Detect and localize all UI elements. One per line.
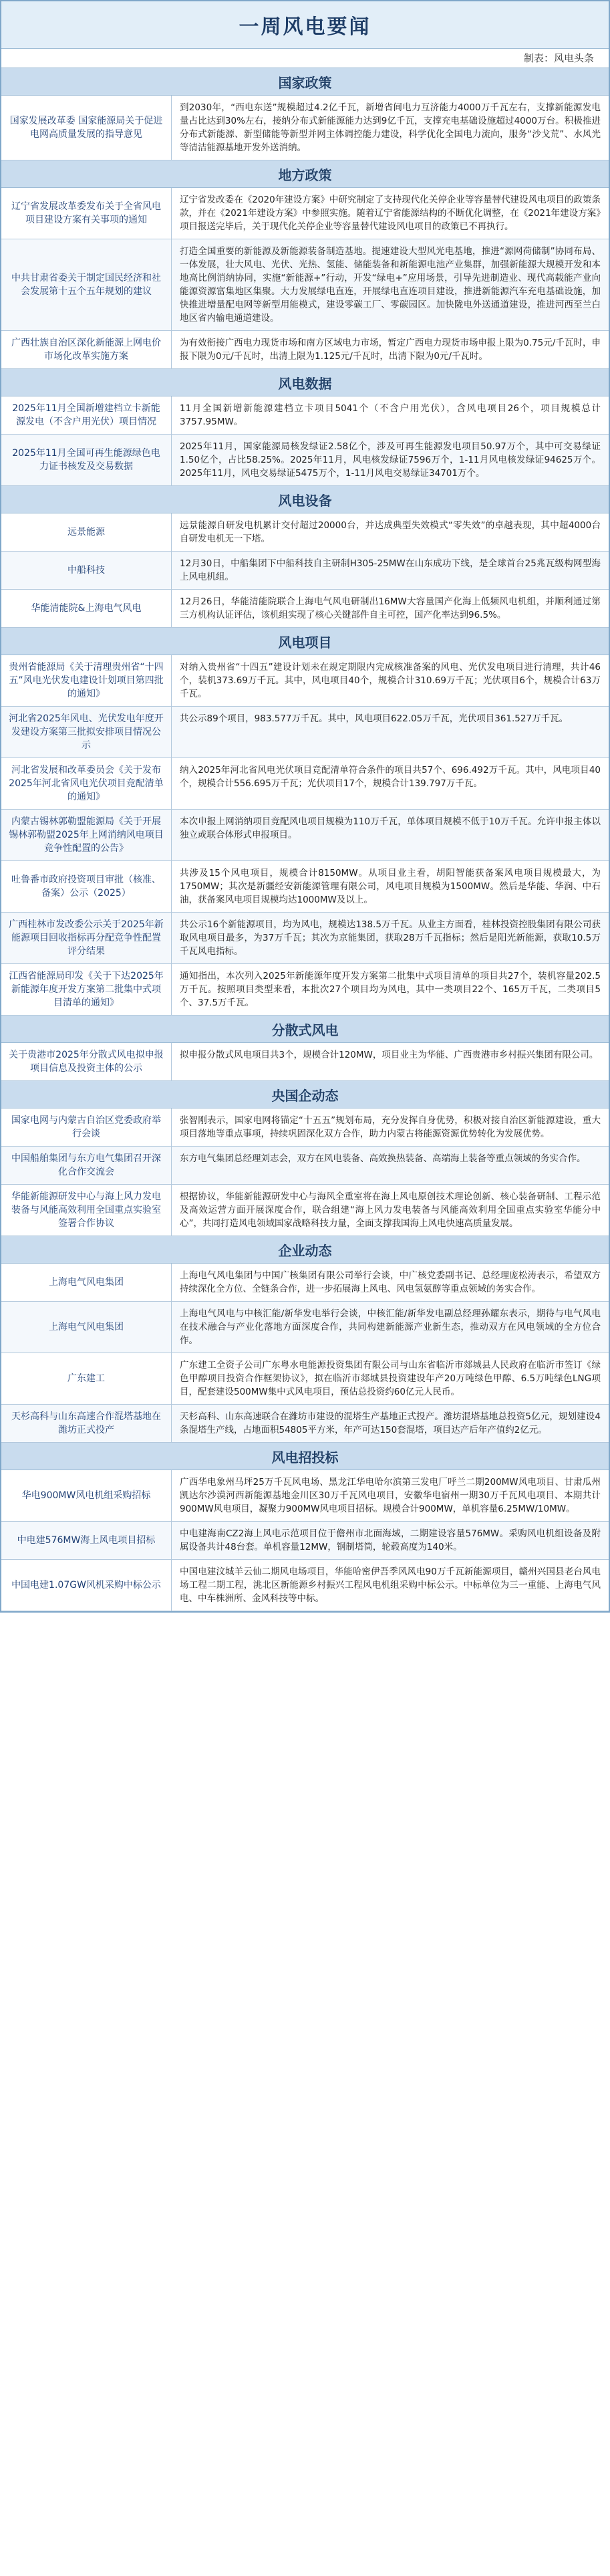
news-source-label: 国家发展改革委 国家能源局关于促进电网高质量发展的指导意见 bbox=[1, 96, 172, 160]
news-source-label: 2025年11月全国可再生能源绿色电力证书核发及交易数据 bbox=[1, 435, 172, 485]
news-row bbox=[1, 96, 609, 160]
news-summary: 为有效衔接广西电力现货市场和南方区域电力市场，暂定广西电力现货市场申报上限为0.75元/千瓦时，申报下限为0元/千瓦时，出清上限为1.125元/千瓦时，出清下限为0元/千瓦时。 bbox=[180, 338, 601, 362]
page-title: 一周风电要闻 bbox=[1, 1, 609, 49]
news-summary: 12月30日，中船集团下中船科技自主研制H305-25MW在山东成功下线，是全球首台25兆瓦级构网型海上风电机组。 bbox=[180, 558, 601, 582]
news-source-label: 江西省能源局印发《关于下达2025年新能源年度开发方案第二批集中式项目清单的通知》 bbox=[1, 964, 172, 1015]
news-row bbox=[1, 513, 609, 552]
news-row bbox=[1, 396, 609, 435]
news-row bbox=[1, 1185, 609, 1236]
news-source-label: 上海电气风电集团 bbox=[1, 1264, 172, 1301]
news-summary: 共公示16个新能源项目，均为风电，规模达138.5万千瓦。从业主方面看，桂林投资控股集团有限公司获取风电项目最多，为37万千瓦；其次为京能集团，获取28万千瓦指标；然后是阳光新能源，获取10.5万千瓦风电指标。 bbox=[180, 919, 601, 957]
news-row bbox=[1, 552, 609, 590]
news-source-label: 中国船舶集团与东方电气集团召开深化合作交流会 bbox=[1, 1147, 172, 1184]
news-source-label: 内蒙古锡林郭勒盟能源局《关于开展锡林郭勒盟2025年上网消纳风电项目竞争性配置的公告》 bbox=[1, 810, 172, 860]
news-row bbox=[1, 1108, 609, 1147]
news-row bbox=[1, 861, 609, 913]
news-summary: 对纳入贵州省“十四五”建设计划未在规定期限内完成核准备案的风电、光伏发电项目进行清理，共计46个，装机373.69万千瓦。其中，风电项目40个，规模合计310.69万千瓦；光伏项目6个，规模合计63万千瓦。 bbox=[180, 662, 601, 699]
news-summary: 远景能源自研发电机累计交付超过20000台，并达成典型失效模式“零失效”的卓越表现，其中超4000台自研发电机无一下塔。 bbox=[180, 520, 601, 544]
news-row bbox=[1, 1470, 609, 1522]
news-source-label: 华能清能院&上海电气风电 bbox=[1, 590, 172, 627]
news-row bbox=[1, 1302, 609, 1353]
news-summary: 上海电气风电集团与中国广核集团有限公司举行会谈，中广核党委副书记、总经理庞松涛表示，希望双方持续深化全方位、全链条合作，进一步拓展海上风电、风电氢氨醇等重点领域的务实合作。 bbox=[180, 1270, 601, 1294]
news-source-label: 关于贵港市2025年分散式风电拟申报项目信息及投资主体的公示 bbox=[1, 1043, 172, 1080]
news-row bbox=[1, 590, 609, 628]
section-rows bbox=[1, 1470, 609, 1611]
news-source-label: 河北省发展和改革委员会《关于发布2025年河北省风电光伏项目竞配清单的通知》 bbox=[1, 758, 172, 809]
section-header: 风电招投标 bbox=[1, 1443, 609, 1470]
news-source-label: 贵州省能源局《关于清理贵州省“十四五”风电光伏发电建设计划项目第四批的通知》 bbox=[1, 655, 172, 706]
news-source-label: 广西桂林市发改委公示关于2025年新能源项目回收指标再分配竞争性配置评分结果 bbox=[1, 913, 172, 963]
news-row bbox=[1, 964, 609, 1016]
news-source-label: 远景能源 bbox=[1, 513, 172, 551]
news-row bbox=[1, 707, 609, 758]
news-summary: 广东建工全资子公司广东粤水电能源投资集团有限公司与山东省临沂市郯城县人民政府在临沂市签订《绿色甲醇项目投资合作框架协议》，拟在临沂市郯城县投资建设年产20万吨绿色甲醇、6.5万吨绿色LNG项目，配套建设500MW集中式风电项目，预估总投资约60亿元人民币。 bbox=[180, 1360, 601, 1397]
section-header: 国家政策 bbox=[1, 68, 609, 96]
news-row bbox=[1, 655, 609, 707]
news-row bbox=[1, 188, 609, 239]
news-source-label: 国家电网与内蒙古自治区党委政府举行会谈 bbox=[1, 1108, 172, 1146]
news-row bbox=[1, 1147, 609, 1185]
section-rows bbox=[1, 513, 609, 628]
section-rows bbox=[1, 1264, 609, 1443]
news-source-label: 河北省2025年风电、光伏发电年度开发建设方案第三批拟安排项目情况公示 bbox=[1, 707, 172, 757]
sections-container bbox=[1, 68, 609, 1611]
news-source-label: 中船科技 bbox=[1, 552, 172, 589]
news-row bbox=[1, 239, 609, 331]
section-rows bbox=[1, 188, 609, 369]
section-rows bbox=[1, 1108, 609, 1236]
section-header: 地方政策 bbox=[1, 160, 609, 188]
news-summary: 辽宁省发改委在《2020年建设方案》中研究制定了支持现代化关停企业等容量替代建设风电项目的政策条款，并在《2021年建设方案》中参照实施。随着辽宁省能源结构的不断优化调整，在《2021年建设方案》项目报送完毕后，关于现代化关停企业等容量替代建设风电项目的政策已不再执行。 bbox=[180, 195, 601, 232]
news-summary: 天杉高科、山东高速联合在潍坊市建设的混塔生产基地正式投产。潍坊混塔基地总投资5亿元，规划建设4条混塔生产线，占地面积54805平方米，年产可达150套混塔，项目达产后年产值约2亿元。 bbox=[180, 1411, 601, 1435]
news-summary: 本次申报上网消纳项目竞配风电项目规模为110万千瓦，单体项目规模不低于10万千瓦。允许申报主体以独立或联合体形式申报项目。 bbox=[180, 816, 601, 840]
news-source-label: 广东建工 bbox=[1, 1353, 172, 1404]
news-source-label: 广西壮族自治区深化新能源上网电价市场化改革实施方案 bbox=[1, 331, 172, 368]
news-summary: 2025年11月，国家能源局核发绿证2.58亿个，涉及可再生能源发电项目50.97万个，其中可交易绿证1.50亿个，占比58.25%。2025年11月，风电核发绿证7596万个，1-11月风电核发绿证94625万个。2025年11月，风电交易绿证5475万个，1-11月风电交易绿证34701万个。 bbox=[180, 441, 601, 479]
news-row bbox=[1, 331, 609, 369]
section-header: 风电设备 bbox=[1, 486, 609, 513]
section-header: 央国企动态 bbox=[1, 1081, 609, 1108]
section-header: 风电数据 bbox=[1, 369, 609, 396]
section-rows bbox=[1, 396, 609, 486]
news-source-label: 吐鲁番市政府投资项目审批（核准、备案）公示（2025） bbox=[1, 861, 172, 912]
news-row bbox=[1, 1043, 609, 1081]
news-summary: 共涉及15个风电项目，规模合计8150MW。从项目业主看，胡阳智能获备案风电项目规模最大，为1750MW；其次是新疆经安新能源管理有限公司，风电项目规模为1500MW。然后是华能、华润、中石油，获备案风电项目规模均达1000MW及以上。 bbox=[180, 868, 601, 905]
byline: 制表：风电头条 bbox=[1, 49, 609, 68]
news-row bbox=[1, 1353, 609, 1405]
section-header: 企业动态 bbox=[1, 1236, 609, 1264]
news-source-label: 华能新能源研发中心与海上风力发电装备与风能高效利用全国重点实验室签署合作协议 bbox=[1, 1185, 172, 1236]
section-header: 分散式风电 bbox=[1, 1016, 609, 1043]
news-source-label: 上海电气风电集团 bbox=[1, 1302, 172, 1353]
news-source-label: 华电900MW风电机组采购招标 bbox=[1, 1470, 172, 1521]
news-summary: 张智刚表示，国家电网将锚定“十五五”规划布局，充分发挥自身优势，积极对接自治区新能源建设，重大项目落地等重点事项，持续巩固深化双方合作，助力内蒙古将能源资源优势转化为发展优势。 bbox=[180, 1115, 601, 1139]
news-summary: 纳入2025年河北省风电光伏项目竞配清单符合条件的项目共57个、696.492万千瓦。其中，风电项目40个，规模合计556.695万千瓦；光伏项目17个，规模合计139.797万千瓦。 bbox=[180, 765, 601, 789]
news-source-label: 中电建576MW海上风电项目招标 bbox=[1, 1522, 172, 1559]
news-source-label: 中共甘肃省委关于制定国民经济和社会发展第十五个五年规划的建议 bbox=[1, 239, 172, 330]
news-source-label: 辽宁省发展改革委发布关于全省风电项目建设方案有关事项的通知 bbox=[1, 188, 172, 239]
news-row bbox=[1, 435, 609, 486]
news-row bbox=[1, 1264, 609, 1302]
section-rows bbox=[1, 655, 609, 1016]
section-header: 风电项目 bbox=[1, 628, 609, 655]
news-summary: 拟申报分散式风电项目共3个，规模合计120MW，项目业主为华能、广西贵港市乡村振兴集团有限公司。 bbox=[180, 1050, 599, 1060]
news-row bbox=[1, 1560, 609, 1611]
news-summary: 12月26日，华能清能院联合上海电气风电研制出16MW大容量国产化海上低频风电机组，并顺利通过第三方机构认证评估，该机组实现了核心关键部件自主可控，国产化率达到96.5%。 bbox=[180, 596, 601, 620]
news-row bbox=[1, 758, 609, 810]
news-row bbox=[1, 913, 609, 964]
news-summary: 到2030年，“西电东送”规模超过4.2亿千瓦，新增省间电力互济能力4000万千瓦左右，支撑新能源发电量占比达到30%左右，接纳分布式新能源能力达到9亿千瓦，支撑充电基础设施超过4000万台。积极推进分布式新能源、新型储能等新型并网主体调控能力建设，科学优化全国电力流向，服务“沙戈荒”、水风光等清洁能源基地开发外送消纳。 bbox=[180, 102, 601, 153]
news-summary: 中国电建汶城羊云仙二期风电场项目，华能哈密伊吾季风风电90万千瓦新能源项目，赣州兴国县老台风电场工程二期工程，洮北区新能源乡村振兴工程风电机组采购中标公示。中标单位为三一重能、上海电气风电、中车株洲所、金风科技等中标。 bbox=[180, 1566, 601, 1604]
news-summary: 广西华电象州马坪25万千瓦风电场、黑龙江华电哈尔滨第三发电厂呼兰二期200MW风电项目、甘肃瓜州凯达尔沙漠河西新能源基地金川区30万千瓦风电项目，安徽华电宿州一期30万千瓦风电项目、本期共计900MW风电项目，凝聚力900MW风电项目招标。规模合计900MW，单机容量6.25MW/10MW。 bbox=[180, 1477, 601, 1514]
news-summary: 东方电气集团总经理刘志会，双方在风电装备、高效换热装备、高端海上装备等重点领域的务实合作。 bbox=[180, 1153, 586, 1164]
news-summary: 打造全国重要的新能源及新能源装备制造基地。提速建设大型风光电基地，推进“源网荷储制”协同布局、一体发展，壮大风电、光伏、光热、氢能、储能装备和新能源电池产业集群，加强新能源大规模开发和本地高比例消纳协同，实施“新能源+”行动，开发“绿电+”应用场景，引导先进制造业、现代高载能产业向能源资源富集地区集聚。大力发展绿电直连，开展绿电直连项目建设，推进新能源汽车充电基础设施，加快推进增量配电网等新型用能模式，建设零碳工厂、零碳园区。加快陇电外送通道建设，推进河西至兰白地区省内输电通道建设。 bbox=[180, 246, 601, 324]
news-summary: 通知指出，本次列入2025年新能源年度开发方案第二批集中式项目清单的项目共27个，装机容量202.5万千瓦。按照项目类型来看，本批次27个项目均为风电，其中一类项目22个、165万千瓦，二类项目5个、37.5万千瓦。 bbox=[180, 971, 601, 1008]
section-rows bbox=[1, 1043, 609, 1081]
news-row bbox=[1, 1522, 609, 1560]
news-summary: 共公示89个项目，983.577万千瓦。其中，风电项目622.05万千瓦，光伏项目361.527万千瓦。 bbox=[180, 713, 569, 724]
news-summary: 中电建海南CZ2海上风电示范项目位于儋州市北面海域，二期建设容量576MW。采购风电机组设备及附属设备共计48台套。单机容量12MW，钢制塔筒，轮毂高度为140米。 bbox=[180, 1528, 601, 1552]
news-row bbox=[1, 810, 609, 861]
news-source-label: 2025年11月全国新增建档立卡新能源发电（不含户用光伏）项目情况 bbox=[1, 396, 172, 434]
news-summary: 根据协议，华能新能源研发中心与海风全重室将在海上风电原创技术理论创新、核心装备研制、工程示范及高效运营方面开展深度合作，联合组建“海上风力发电装备与风能高效利用全国重点实验室华能分中心”，共同打造风电领域国家战略科技力量，全面支撑我国海上风电快速高质量发展。 bbox=[180, 1191, 601, 1229]
news-source-label: 中国电建1.07GW风机采购中标公示 bbox=[1, 1560, 172, 1611]
news-summary: 11月全国新增新能源建档立卡项目5041个（不含户用光伏），含风电项目26个，项目规模总计3757.95MW。 bbox=[180, 403, 601, 427]
news-summary: 上海电气风电与中核汇能/新华发电举行会谈，中核汇能/新华发电副总经理孙耀东表示，期待与电气风电在技术融合与产业化落地方面深度合作，共同构建新能源产业新生态，推动双方在风电领域的全方位合作。 bbox=[180, 1308, 601, 1346]
section-rows bbox=[1, 96, 609, 160]
news-row bbox=[1, 1405, 609, 1443]
news-source-label: 天杉高科与山东高速合作混塔基地在潍坊正式投产 bbox=[1, 1405, 172, 1442]
